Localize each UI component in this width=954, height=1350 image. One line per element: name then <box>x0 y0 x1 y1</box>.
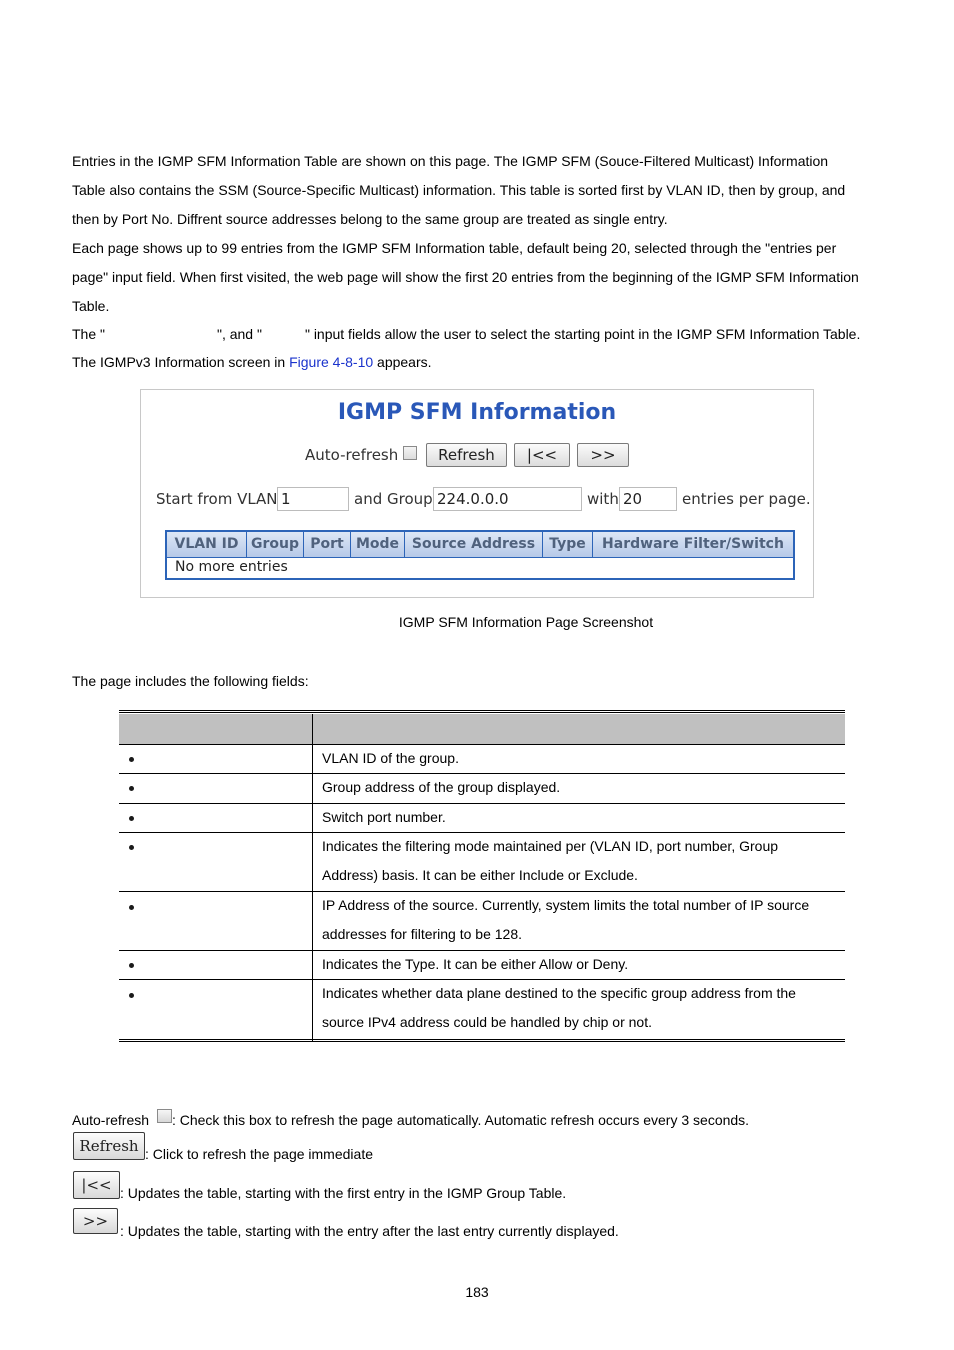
intro-paragraph-3 <box>72 320 892 349</box>
legend-next-desc: : Updates the table, starting with the entry after the last entry currently displayed. <box>120 1223 619 1239</box>
intro-line: then by Port No. Diffrent source addresses belong to the same group are treated as single entry. <box>72 211 668 227</box>
field-description-line: addresses for filtering to be 128. <box>322 926 523 942</box>
field-description: Indicates the Type. It can be either Allow or Deny. <box>322 956 629 972</box>
bullet-icon <box>129 786 134 791</box>
next-page-button[interactable]: >> <box>577 443 629 467</box>
bullet-icon <box>129 963 134 968</box>
intro-line: Each page shows up to 99 entries from the IGMP SFM Information table, default being 20, selected through the "entries per <box>72 240 837 256</box>
field-description-line: Address) basis. It can be either Include or Exclude. <box>322 867 638 883</box>
bullet-icon <box>129 757 134 762</box>
legend-auto-label: Auto-refresh <box>72 1112 150 1128</box>
empty-row-text: No more entries <box>175 559 288 575</box>
page-number: 183 <box>465 1284 489 1300</box>
screenshot-title: IGMP SFM Information <box>337 400 617 425</box>
field-description: VLAN ID of the group. <box>322 750 459 766</box>
sfm-information-table <box>165 530 795 580</box>
intro-text: " input fields allow the user to select the starting point in the IGMP SFM Information Table. <box>304 326 861 342</box>
legend-first-page-button[interactable]: |<< <box>73 1171 120 1199</box>
bullet-icon <box>129 816 134 821</box>
legend-first-desc: : Updates the table, starting with the first entry in the IGMP Group Table. <box>120 1185 567 1201</box>
column-header: Mode <box>351 532 405 557</box>
field-description <box>322 891 832 949</box>
bullet-icon <box>129 845 134 850</box>
start-vlan-label: Start from VLAN <box>156 490 278 508</box>
legend-refresh-desc: : Click to refresh the page immediate <box>145 1146 373 1162</box>
intro-line: Entries in the IGMP SFM Information Table are shown on this page. The IGMP SFM (Souce-Filtered Multicast) Information <box>72 153 829 169</box>
intro-line: page" input field. When first visited, the web page will show the first 20 entries from the beginning of the IGMP SFM Information <box>72 269 859 285</box>
figure-caption: IGMP SFM Information Page Screenshot <box>398 614 654 630</box>
fields-intro: The page includes the following fields: <box>72 673 309 689</box>
bullet-icon <box>129 905 134 910</box>
legend-auto-desc: : Check this box to refresh the page automatically. Automatic refresh occurs every 3 seconds. <box>171 1112 750 1128</box>
field-description-line: IP Address of the source. Currently, system limits the total number of IP source <box>322 897 810 913</box>
and-group-label: and Group <box>354 490 433 508</box>
intro-text: The " <box>72 326 105 342</box>
auto-refresh-label: Auto-refresh <box>305 446 399 464</box>
legend-next-page-button[interactable]: >> <box>73 1208 118 1234</box>
legend-refresh-button[interactable]: Refresh <box>73 1132 145 1160</box>
group-input[interactable]: 224.0.0.0 <box>433 487 582 511</box>
first-page-button[interactable]: |<< <box>514 443 570 467</box>
entries-per-page-input[interactable]: 20 <box>619 487 677 511</box>
figure-link[interactable]: Figure 4-8-10 <box>289 354 374 370</box>
bullet-icon <box>129 993 134 998</box>
intro-paragraph-1 <box>72 147 892 234</box>
field-description <box>322 979 832 1037</box>
column-header: Port <box>304 532 351 557</box>
field-description-line: Indicates the filtering mode maintained per (VLAN ID, port number, Group <box>322 838 779 854</box>
intro-text: ", and " <box>216 326 262 342</box>
auto-refresh-checkbox-icon <box>157 1109 172 1123</box>
intro-text: The IGMPv3 Information screen in <box>72 354 290 370</box>
intro-paragraph-2 <box>72 234 892 321</box>
field-description <box>322 832 832 890</box>
auto-refresh-checkbox[interactable] <box>403 446 417 460</box>
legend-auto-refresh <box>72 1109 749 1128</box>
intro-text: appears. <box>373 354 432 370</box>
start-vlan-input[interactable]: 1 <box>277 487 349 511</box>
refresh-button[interactable]: Refresh <box>426 443 507 467</box>
column-header: Hardware Filter/Switch <box>602 536 784 552</box>
igmp-sfm-screenshot <box>140 389 814 598</box>
sfm-table-header <box>167 532 793 558</box>
column-header: Source Address <box>405 532 543 557</box>
intro-line: Table also contains the SSM (Source-Specific Multicast) information. This table is sorted first by VLAN ID, then by group, and <box>72 182 846 198</box>
column-header: Group <box>247 532 304 557</box>
column-header: VLAN ID <box>167 532 247 557</box>
field-description-line: source IPv4 address could be handled by chip or not. <box>322 1014 652 1030</box>
field-description: Switch port number. <box>322 809 446 825</box>
with-label: with <box>587 490 619 508</box>
column-header: Type <box>543 532 593 557</box>
fields-table <box>119 710 845 1043</box>
intro-paragraph-4 <box>72 348 892 377</box>
field-description-line: Indicates whether data plane destined to the specific group address from the <box>322 985 796 1001</box>
fields-table-header <box>119 714 845 744</box>
field-description: Group address of the group displayed. <box>322 779 561 795</box>
intro-line: Table. <box>72 298 110 314</box>
entries-per-page-label: entries per page. <box>682 490 811 508</box>
